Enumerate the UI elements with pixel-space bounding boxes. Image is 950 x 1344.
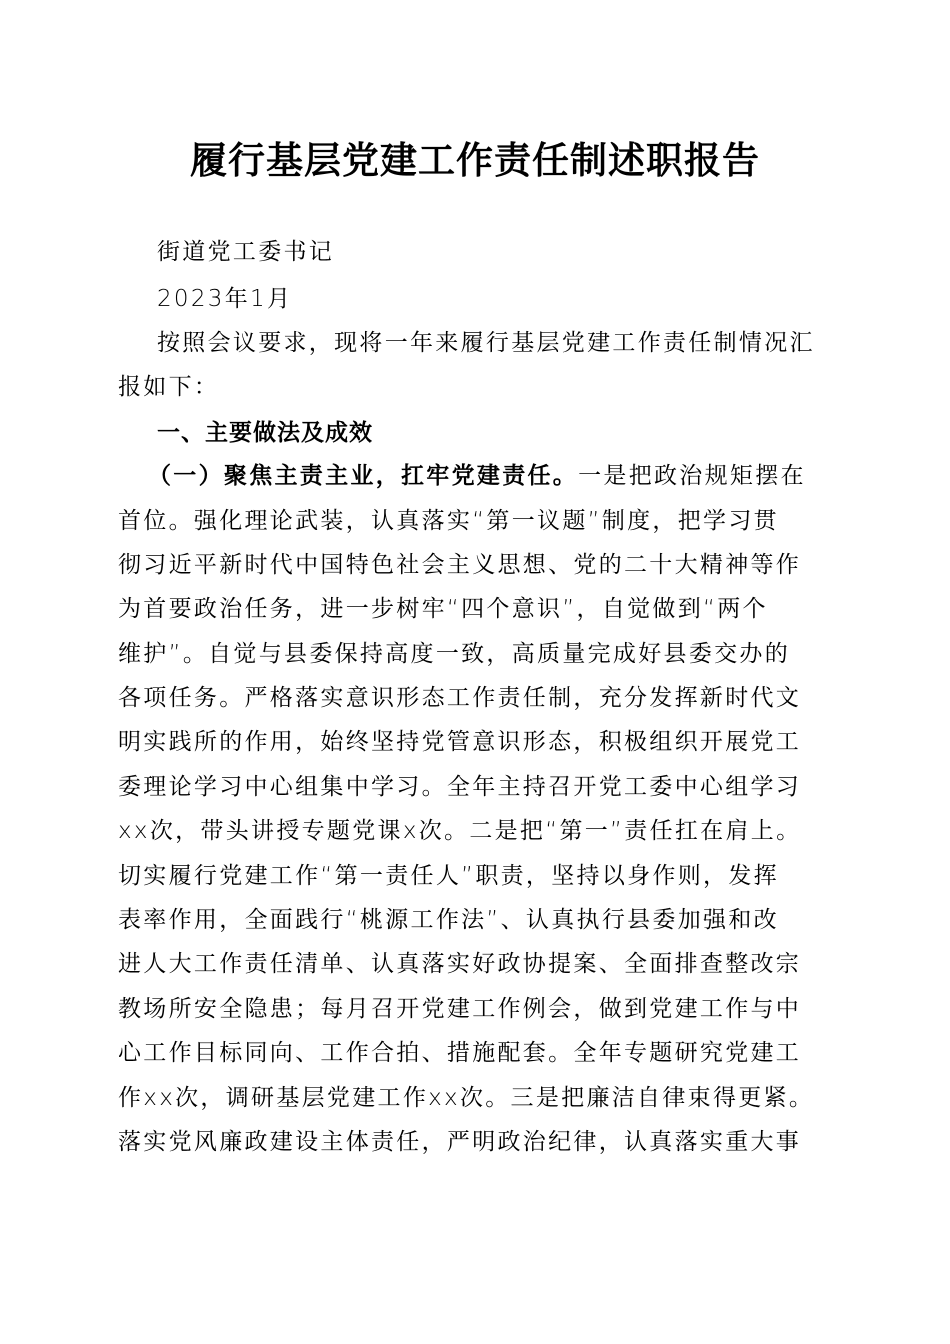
paragraph-line: 维护”。自觉与县委保持高度一致，高质量完成好县委交办的 [118, 641, 791, 667]
paragraph-line: 为首要政治任务，进一步树牢“四个意识”，自觉做到“两个 [118, 596, 768, 622]
paragraph-line: 表率作用，全面践行“桃源工作法”、认真执行县委加强和改 [118, 907, 779, 933]
intro-line-1: 按照会议要求，现将一年来履行基层党建工作责任制情况汇 [157, 330, 815, 356]
paragraph-line-1 [148, 460, 868, 492]
paragraph-line: 明实践所的作用，始终坚持党管意识形态，积极组织开展党工 [118, 729, 802, 755]
date-line: 2023年1月 [157, 286, 293, 312]
author-line: 街道党工委书记 [157, 239, 335, 265]
paragraph-line: 切实履行党建工作“第一责任人”职责，坚持以身作则，发挥 [118, 863, 779, 889]
paragraph-line: 落实党风廉政建设主体责任，严明政治纪律，认真落实重大事 [118, 1129, 802, 1155]
paragraph-line: 作xx次，调研基层党建工作xx次。三是把廉洁自律束得更紧。 [118, 1085, 815, 1111]
subsection-lead: （一）聚焦主责主业，扛牢党建责任。 [148, 463, 579, 489]
intro-line-2: 报如下： [118, 374, 220, 400]
paragraph-text: 一是把政治规矩摆在 [578, 463, 806, 489]
paragraph-line: 心工作目标同向、工作合拍、措施配套。全年专题研究党建工 [118, 1040, 802, 1066]
paragraph-line: 进人大工作责任清单、认真落实好政协提案、全面排查整改宗 [118, 951, 802, 977]
paragraph-line: xx次，带头讲授专题党课x次。二是把“第一”责任扛在肩上。 [118, 818, 802, 844]
paragraph-line: 彻习近平新时代中国特色社会主义思想、党的二十大精神等作 [118, 552, 802, 578]
document-title: 履行基层党建工作责任制述职报告 [190, 138, 760, 182]
paragraph-line: 教场所安全隐患；每月召开党建工作例会，做到党建工作与中 [118, 996, 802, 1022]
paragraph-line: 委理论学习中心组集中学习。全年主持召开党工委中心组学习 [118, 774, 802, 800]
paragraph-line: 首位。强化理论武装，认真落实“第一议题”制度，把学习贯 [118, 508, 779, 534]
section-heading: 一、主要做法及成效 [157, 420, 373, 446]
paragraph-line: 各项任务。严格落实意识形态工作责任制，充分发挥新时代文 [118, 685, 802, 711]
